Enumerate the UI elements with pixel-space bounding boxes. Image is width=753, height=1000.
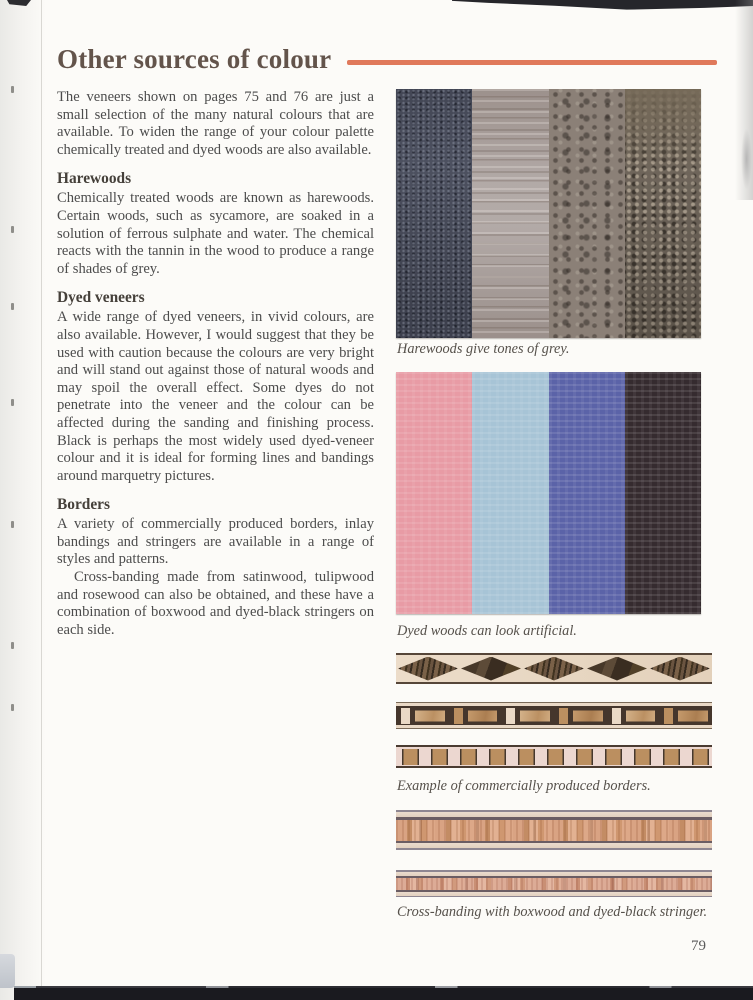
figure-harewoods-photo (396, 89, 701, 338)
scan-top-right-shadow (452, 0, 753, 11)
mosaic-unit (501, 706, 554, 725)
page-title: Other sources of colour (57, 44, 332, 74)
article-column (57, 89, 374, 639)
figure-dyed-photo (396, 372, 701, 614)
binding-mark (11, 642, 14, 649)
caption-crossbanding: Cross-banding with boxwood and dyed-black stringer. (397, 904, 708, 920)
section-heading-borders: Borders (57, 496, 111, 514)
dyed-strip-light-blue (472, 372, 548, 614)
binding-mark (11, 303, 14, 310)
binding-mark (11, 399, 14, 406)
dyed-strip-black (625, 372, 701, 614)
border-squares-pattern (396, 745, 712, 768)
title-rule (347, 60, 717, 65)
dyed-strip-pink (396, 372, 472, 614)
binding-mark (11, 704, 14, 711)
harewood-strip-burl (549, 89, 625, 338)
stringer-line (396, 896, 712, 898)
section-heading-dyed-veneers: Dyed veneers (57, 289, 145, 307)
mosaic-unit (659, 706, 712, 725)
diamond-row (398, 656, 710, 681)
caption-borders: Example of commercially produced borders. (397, 778, 651, 794)
stringer-line (396, 848, 712, 850)
diamond-inlay (461, 657, 521, 681)
harewood-strip-light-grain (472, 89, 548, 338)
binding-mark (11, 226, 14, 233)
intro-paragraph: The veneers shown on pages 75 and 76 are just a small selection of the many natural colours that are available. To widen the range of your colour palette chemically treated and dyed woods are also available. (57, 89, 374, 158)
crossband-grain (396, 820, 712, 841)
crossband-grain (396, 878, 712, 890)
mosaic-unit (396, 706, 449, 725)
diamond-inlay (650, 657, 710, 681)
crossbanding-strip-narrow (396, 870, 712, 897)
crossbanding-strip-wide (396, 810, 712, 850)
border-diamond-pattern (396, 653, 712, 684)
borders-paragraph-1: A variety of commercially produced borders, inlay bandings and stringers are available in a range of styles and patterns. (57, 516, 374, 568)
harewood-strip-dark-speckled (396, 89, 472, 338)
harewoods-paragraph: Chemically treated woods are known as harewoods. Certain woods, such as sycamore, are soaked in a solution of ferrous sulphate and water. The chemical reacts with the tannin in the wood to produce a range of shades of grey. (57, 190, 374, 277)
scan-left-crease (41, 0, 42, 1000)
scan-right-smudge (741, 128, 752, 190)
caption-dyed: Dyed woods can look artificial. (397, 623, 577, 639)
binding-mark (11, 521, 14, 528)
diamond-inlay (524, 657, 584, 681)
mosaic-unit (554, 706, 607, 725)
dyed-veneers-paragraph: A wide range of dyed veneers, in vivid colours, are also available. However, I would suggest that they be used with caution because the colours are very bright and will stand out against those of natural woods and may spoil the overall effect. Some dyes do not penetrate into the veneer and the colour can be affected during the sanding and finishing process. Black is perhaps the most widely used dyed-veneer colour and it is ideal for forming lines and bandings around marquetry pictures. (57, 309, 374, 484)
diamond-inlay (398, 657, 458, 681)
harewood-strip-mottled (625, 89, 701, 338)
scan-bottom-left-mark (0, 954, 15, 988)
scan-left-edge (0, 0, 46, 1000)
mosaic-unit (607, 706, 660, 725)
border-mosaic-pattern (396, 702, 712, 729)
mosaic-unit (449, 706, 502, 725)
page-number: 79 (691, 938, 706, 954)
borders-paragraph-2: Cross-banding made from satinwood, tulipwood and rosewood can also be obtained, and these have a combination of boxwood and dyed-black stringers on each side. (57, 569, 374, 638)
binding-mark (11, 86, 14, 93)
mosaic-row (396, 706, 712, 725)
dyed-strip-blue-violet (549, 372, 625, 614)
section-heading-harewoods: Harewoods (57, 170, 132, 188)
scan-bottom-bar (14, 986, 753, 1000)
diamond-inlay (587, 657, 647, 681)
caption-harewoods: Harewoods give tones of grey. (397, 341, 570, 357)
